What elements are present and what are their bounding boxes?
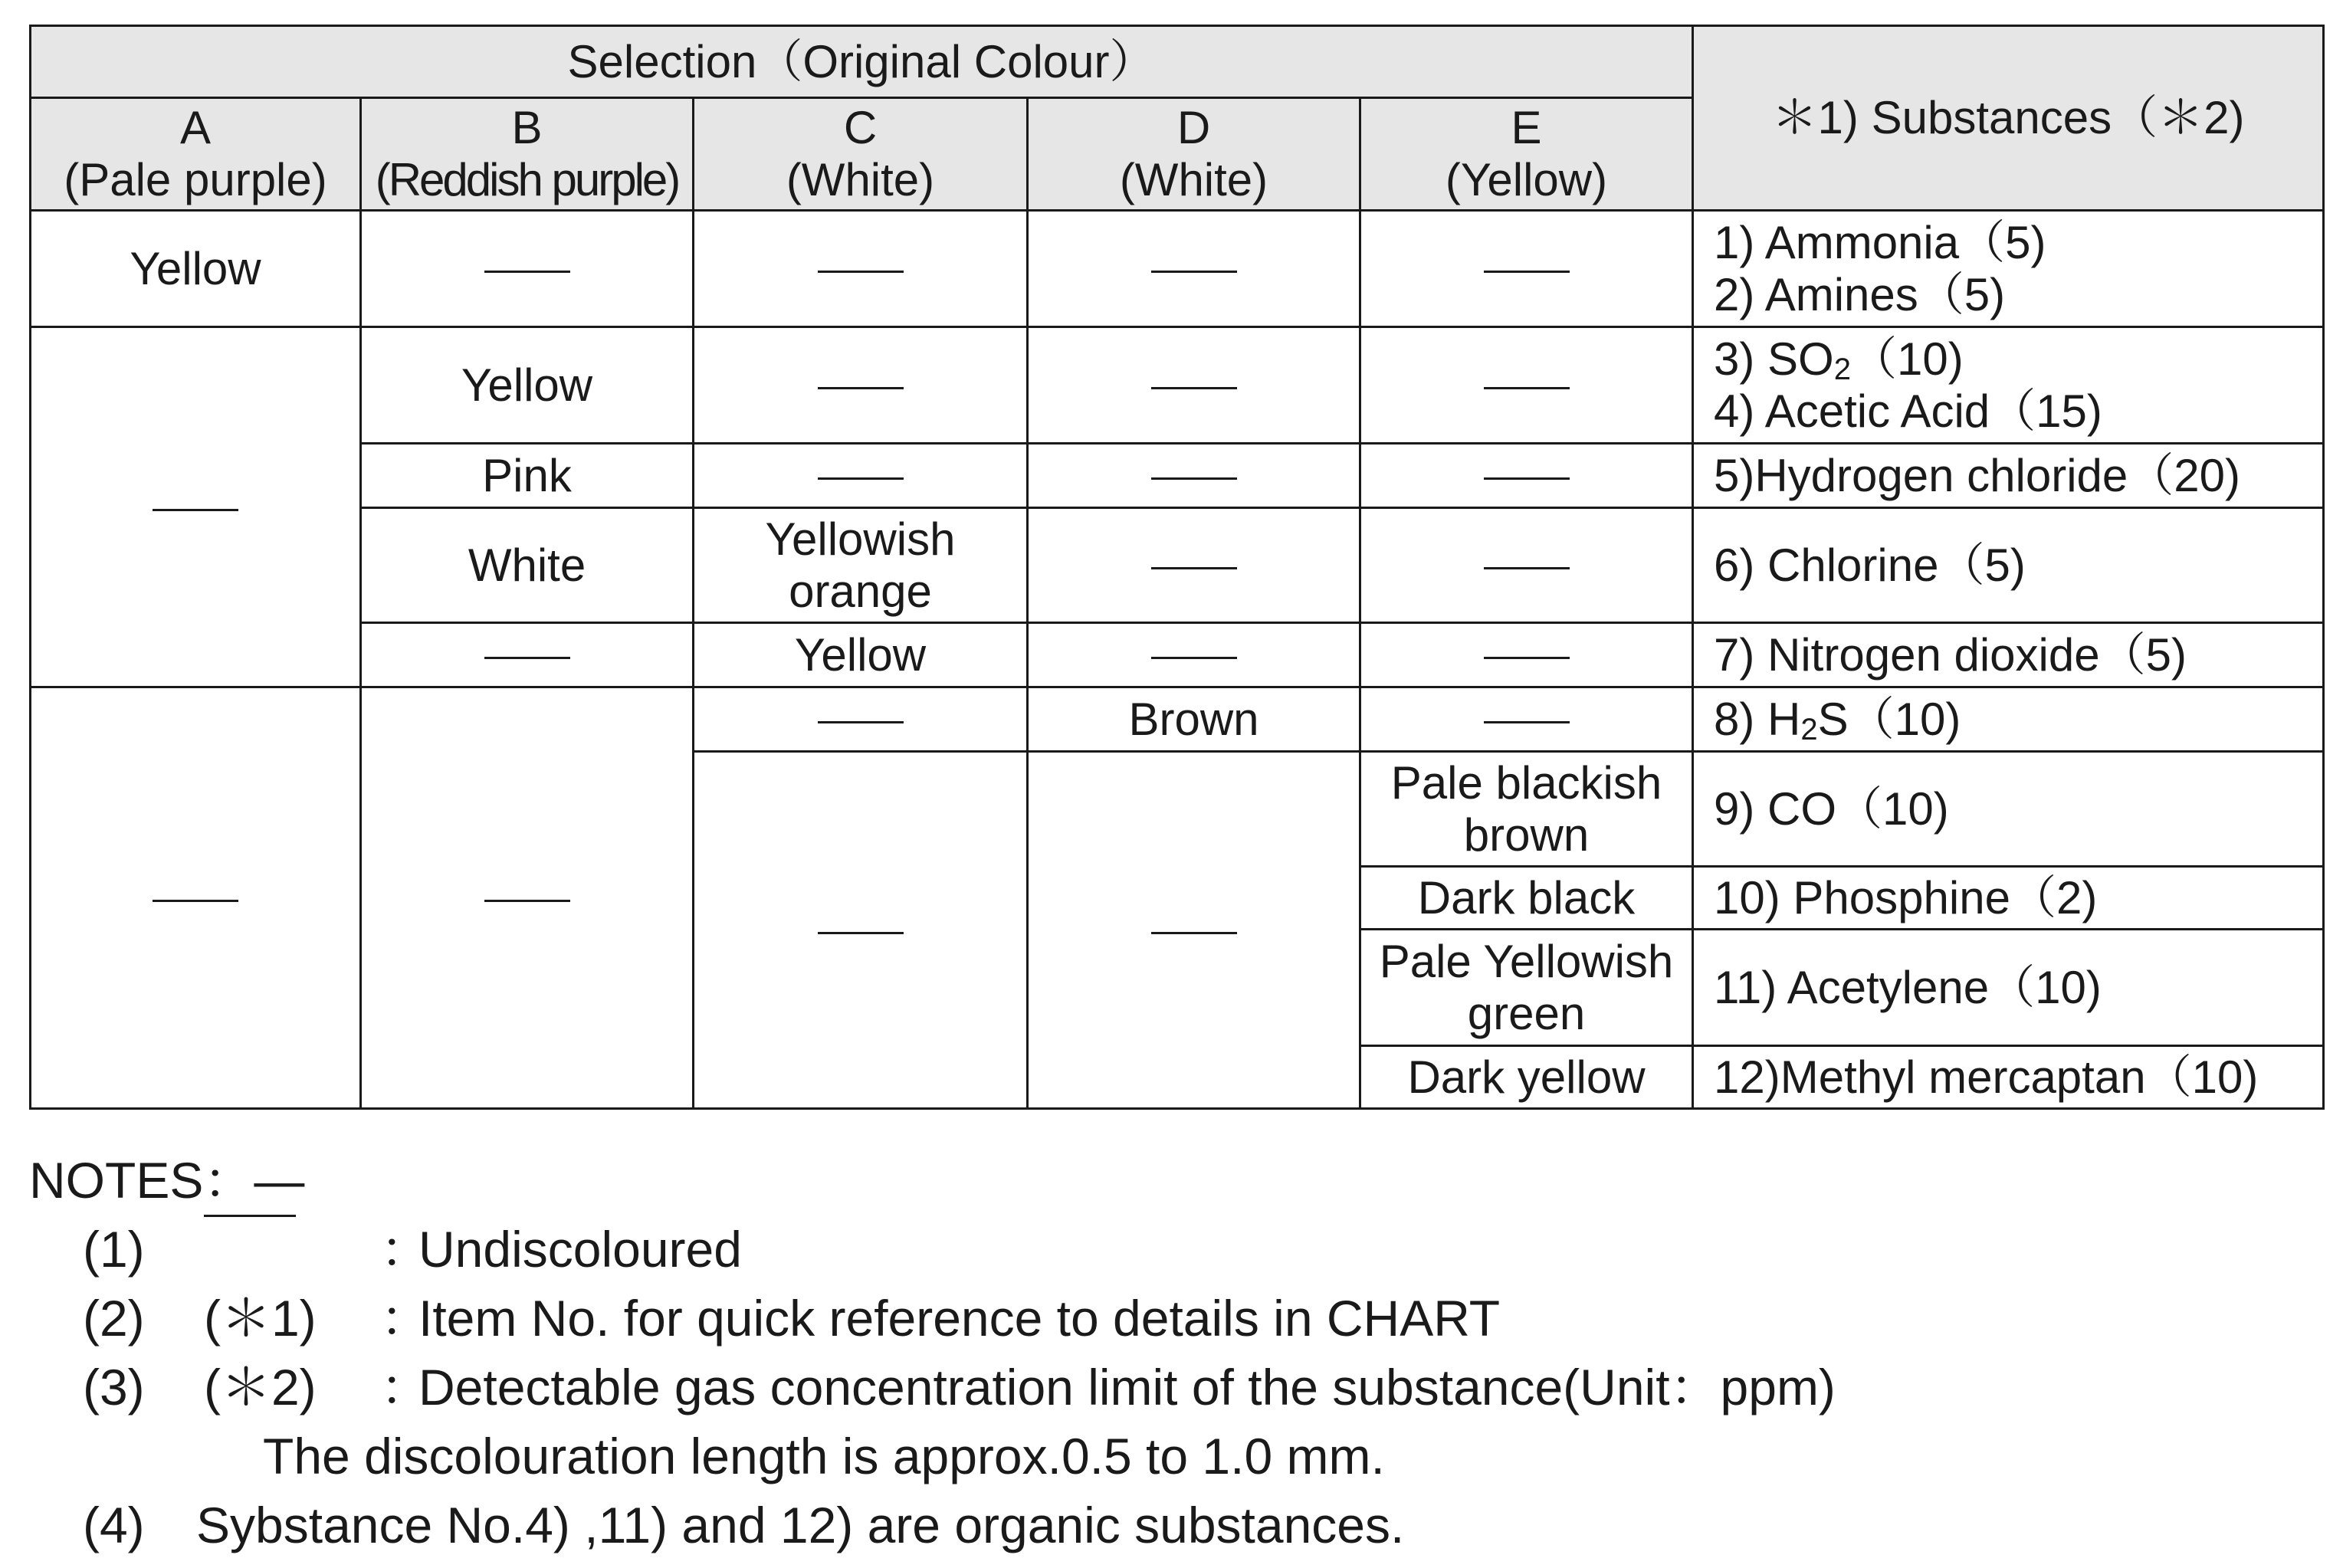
cell-undiscoloured: [694, 327, 1028, 444]
notes-heading: NOTES：—: [29, 1152, 305, 1209]
undiscoloured-dash: [153, 509, 238, 511]
note-separator: ：: [380, 1290, 431, 1347]
undiscoloured-dash: [1484, 477, 1570, 480]
cell-undiscoloured: [1360, 508, 1693, 623]
substance-nitrogen-dioxide: 7) Nitrogen dioxide（5): [1693, 623, 2324, 687]
note-number: (1): [83, 1221, 145, 1278]
substance-phosphine: 10) Phosphine（2): [1693, 867, 2324, 930]
cell-undiscoloured: [1028, 508, 1360, 623]
cell-undiscoloured: [361, 687, 694, 1109]
column-letter: D: [1176, 102, 1211, 153]
undiscoloured-dash: [484, 657, 570, 659]
cell-undiscoloured: [1028, 211, 1360, 327]
undiscoloured-dash: [1151, 477, 1237, 480]
substance-h2s: [1693, 687, 2324, 752]
cell-c-yellowish-orange: [694, 508, 1028, 623]
cell-undiscoloured: [694, 211, 1028, 327]
cell-text-line: Pale Yellowish: [1379, 935, 1674, 987]
substance-co: 9) CO（10): [1693, 752, 2324, 867]
note-text: The discolouration length is approx.0.5 to 1.0 mm.: [263, 1428, 1385, 1484]
substance-so2: [1714, 333, 2322, 385]
cell-undiscoloured: [1028, 327, 1360, 444]
undiscoloured-dash: [1484, 271, 1570, 273]
cell-undiscoloured: [1360, 623, 1693, 687]
cell-b-yellow: Yellow: [361, 327, 694, 444]
substance-acetylene: 11) Acetylene（10): [1693, 930, 2324, 1046]
note-number: (4): [83, 1497, 145, 1553]
column-letter: C: [843, 102, 878, 153]
undiscoloured-dash: [1484, 657, 1570, 659]
column-header-a: [31, 98, 361, 211]
column-colour: (White): [786, 154, 935, 205]
cell-undiscoloured: [694, 444, 1028, 508]
subscript: 2: [1833, 352, 1851, 386]
cell-undiscoloured: [694, 687, 1028, 752]
cell-text-line: Yellowish: [765, 513, 956, 565]
undiscoloured-dash: [484, 271, 570, 273]
column-header-b: [361, 98, 694, 211]
column-colour: (Pale purple): [64, 154, 327, 205]
column-letter: E: [1511, 102, 1542, 153]
note-separator: ：: [380, 1359, 431, 1415]
substance-chlorine: 6) Chlorine（5): [1693, 508, 2324, 623]
cell-e-dark-yellow: Dark yellow: [1360, 1046, 1693, 1109]
substance-text: 3) SO: [1714, 333, 1834, 385]
undiscoloured-dash: [1484, 567, 1570, 569]
selection-table: [29, 25, 2325, 1110]
undiscoloured-dash: [818, 387, 904, 389]
cell-undiscoloured: [361, 623, 694, 687]
undiscoloured-dash: [818, 721, 904, 723]
undiscoloured-dash: [1151, 387, 1237, 389]
note-item: [29, 1215, 2313, 1284]
note-text: Sybstance No.4) ,11) and 12) are organic substances.: [196, 1497, 1405, 1553]
substance-text: S（10): [1817, 693, 1961, 745]
cell-undiscoloured: [1028, 623, 1360, 687]
cell-undiscoloured: [1028, 444, 1360, 508]
notes-section: [29, 1146, 2313, 1560]
cell-d-brown: Brown: [1028, 687, 1360, 752]
column-colour: (White): [1119, 154, 1268, 205]
undiscoloured-dash: [204, 1215, 296, 1217]
substance-text: （10): [1850, 333, 1964, 385]
column-colour: (Yellow): [1445, 154, 1608, 205]
cell-undiscoloured: [1360, 687, 1693, 752]
cell-text-line: Pale blackish: [1390, 756, 1662, 809]
note-separator: ：: [380, 1221, 431, 1278]
undiscoloured-dash: [1484, 387, 1570, 389]
selection-group-header: Selection（Original Colour）: [31, 26, 1693, 98]
cell-text-line: green: [1467, 987, 1586, 1039]
undiscoloured-dash: [153, 900, 238, 902]
cell-e-pale-yellowish-green: [1360, 930, 1693, 1046]
subscript: 2: [1800, 712, 1818, 746]
cell-undiscoloured: [31, 687, 361, 1109]
undiscoloured-dash: [818, 477, 904, 480]
cell-b-white: White: [361, 508, 694, 623]
substance-acetic-acid: 4) Acetic Acid（15): [1714, 385, 2102, 437]
cell-undiscoloured: [1360, 444, 1693, 508]
substance-methyl-mercaptan: 12)Methyl mercaptan（10): [1693, 1046, 2324, 1109]
note-item: [29, 1284, 2313, 1353]
cell-c-yellow: Yellow: [694, 623, 1028, 687]
cell-text-line: orange: [789, 565, 932, 617]
note-item: [29, 1353, 2313, 1422]
note-item: [29, 1491, 2313, 1560]
column-header-d: [1028, 98, 1360, 211]
note-text: Detectable gas concentration limit of the substance(Unit：ppm): [418, 1359, 1836, 1415]
column-letter: A: [179, 102, 212, 153]
undiscoloured-dash: [818, 271, 904, 273]
column-letter: B: [511, 102, 543, 153]
substances-header: ＊1) Substances（＊2): [1693, 26, 2324, 211]
undiscoloured-dash: [1151, 932, 1237, 934]
substance-ammonia: 1) Ammonia（5): [1714, 216, 2046, 268]
note-ref: (＊1): [204, 1290, 317, 1347]
undiscoloured-dash: [1151, 657, 1237, 659]
cell-e-pale-blackish-brown: [1360, 752, 1693, 867]
undiscoloured-dash: [1151, 271, 1237, 273]
undiscoloured-dash: [1484, 721, 1570, 723]
cell-undiscoloured: [361, 211, 694, 327]
notes-heading-row: [29, 1146, 2313, 1215]
note-text: Item No. for quick reference to details in CHART: [418, 1290, 1501, 1347]
note-number: (2): [83, 1290, 145, 1347]
undiscoloured-dash: [818, 932, 904, 934]
cell-undiscoloured: [1028, 752, 1360, 1109]
substance-cell: [1693, 327, 2324, 444]
note-number: (3): [83, 1359, 145, 1415]
undiscoloured-dash: [1151, 567, 1237, 569]
column-header-c: [694, 98, 1028, 211]
cell-undiscoloured: [1360, 211, 1693, 327]
selection-table-container: [29, 25, 2322, 1110]
substance-cell: [1693, 211, 2324, 327]
column-colour: (Reddish purple): [375, 154, 679, 205]
cell-a-yellow: Yellow: [31, 211, 361, 327]
cell-undiscoloured: [31, 327, 361, 687]
note-ref: (＊2): [204, 1359, 317, 1415]
cell-text-line: brown: [1463, 809, 1590, 861]
column-header-e: [1360, 98, 1693, 211]
substance-amines: 2) Amines（5): [1714, 268, 2006, 320]
cell-undiscoloured: [1360, 327, 1693, 444]
cell-undiscoloured: [694, 752, 1028, 1109]
note-continuation: [29, 1422, 2313, 1491]
cell-b-pink: Pink: [361, 444, 694, 508]
cell-e-dark-black: Dark black: [1360, 867, 1693, 930]
substance-hydrogen-chloride: 5)Hydrogen chloride（20): [1693, 444, 2324, 508]
note-text: Undiscoloured: [418, 1221, 742, 1278]
substance-text: 8) H: [1714, 693, 1801, 745]
undiscoloured-dash: [484, 900, 570, 902]
